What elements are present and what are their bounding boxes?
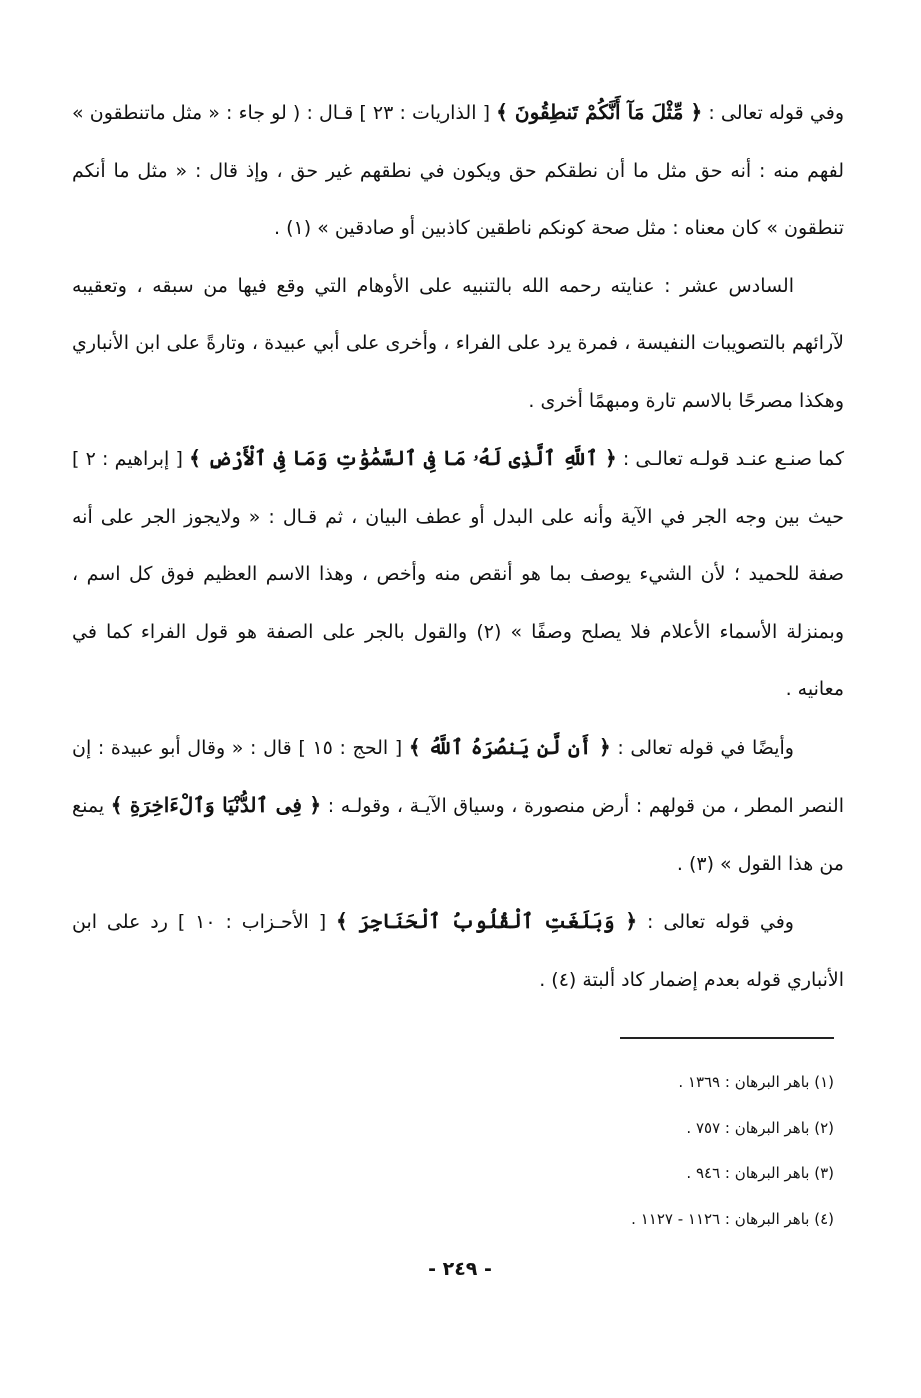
- paragraph-5-text: وفي قوله تعالى :: [637, 911, 794, 933]
- paragraph-2-text: السادس عشر : عنايته رحمه الله بالتنبيه على الأوهام التي وقع فيها من سبقه ، وتعقيبه لآرائهم بالتصويبات النفيسة ، فمرة يرد على الفراء ، وأخرى على أبي عبيدة ، وتارةً على ابن الأنباري وهكذا مصرحًا بالاسم تارة ومبهمًا أخرى .: [72, 274, 844, 412]
- paragraph-4-continuation: [ الحج : ١٥ ] قال : « وقال أبو عبيدة : إن النصر المطر ، من قولهم : أرض منصورة ، وسياق الآيـة ، وقولـه :: [72, 736, 844, 817]
- footnotes-section: [400, 1060, 834, 1242]
- footnote-1: (١) باهر البرهان : ١٣٦٩ .: [678, 1073, 834, 1091]
- paragraph-3-text: كما صنـع عنـد قولـه تعالـى :: [616, 448, 844, 470]
- paragraph-4-ending: يمنع من هذا القول » (٣) .: [72, 795, 844, 875]
- paragraph-1: [72, 84, 844, 258]
- paragraph-3: [72, 430, 844, 719]
- paragraph-5: [72, 893, 844, 1009]
- footnote-3: (٣) باهر البرهان : ٩٤٦ .: [686, 1164, 834, 1182]
- page-number: - ٢٤٩ -: [428, 1258, 492, 1280]
- quran-verse-dunya-akhira: ﴿ فِى ٱلدُّنْيَا وَٱلْءَاخِرَةِ ﴾: [110, 793, 322, 817]
- paragraph-1-text: وفي قوله تعالى :: [702, 102, 844, 124]
- footnote-divider: [620, 1037, 834, 1039]
- paragraph-4-text: وأيضًا في قوله تعالى :: [610, 736, 794, 759]
- paragraph-3-continuation: [ إبراهيم : ٢ ] حيث بين وجه الجر في الآية وأنه على البدل أو عطف البيان ، ثم قـال : « ولايجوز الجر على أنه صفة للحميد ؛ لأن الشيء يوصف بما هو أنقص منه وأخص ، وهذا الاسم العظيم فوق كل اسم ، وبمنزلة الأسماء الأعلام فلا يصلح وصفًا » (٢) والقول بالجر على الصفة هو قول الفراء كما في معانيه .: [72, 448, 844, 700]
- quran-verse-ahzab: ﴿ وَبَلَغَتِ ٱلْقُلُوبُ ٱلْحَنَاجِرَ ﴾: [336, 909, 638, 933]
- paragraph-5-continuation: [ الأحـزاب : ١٠ ] رد على ابن الأنباري قوله بعدم إضمار كاد ألبتة (٤) .: [72, 911, 844, 991]
- quran-verse-dhariyat: ﴿ مِّثْلَ مَآ أَنَّكُمْ تَنطِقُونَ ﴾: [496, 100, 703, 124]
- main-text-body: [72, 84, 844, 1009]
- quran-verse-hajj: ﴿ أَن لَّن يَنصُرَهُ ٱللَّهُ ﴾: [408, 734, 611, 759]
- quran-verse-ibrahim: ﴿ ٱللَّهِ ٱلَّذِى لَهُۥ مَا فِى ٱلسَّمَٰوَٰتِ وَمَا فِى ٱلْأَرْضِ ﴾: [189, 446, 617, 470]
- paragraph-1-continuation: [ الذاريات : ٢٣ ] قـال : ( لو جاء : « مثل ماتنطقون » لفهم منه : أنه حق مثل ما أن نطقكم حق ويكون في نطقهم غير حق ، وإذ قال : « مثل ما أنكم تنطقون » كان معناه : مثل صحة كونكم ناطقين كاذبين أو صادقين » (١) .: [72, 102, 844, 239]
- paragraph-4: [72, 719, 844, 894]
- footnote-2: (٢) باهر البرهان : ٧٥٧ .: [686, 1118, 834, 1137]
- paragraph-2: [72, 258, 844, 431]
- footnote-4: (٤) باهر البرهان : ١١٢٦ - ١١٢٧ .: [631, 1209, 834, 1228]
